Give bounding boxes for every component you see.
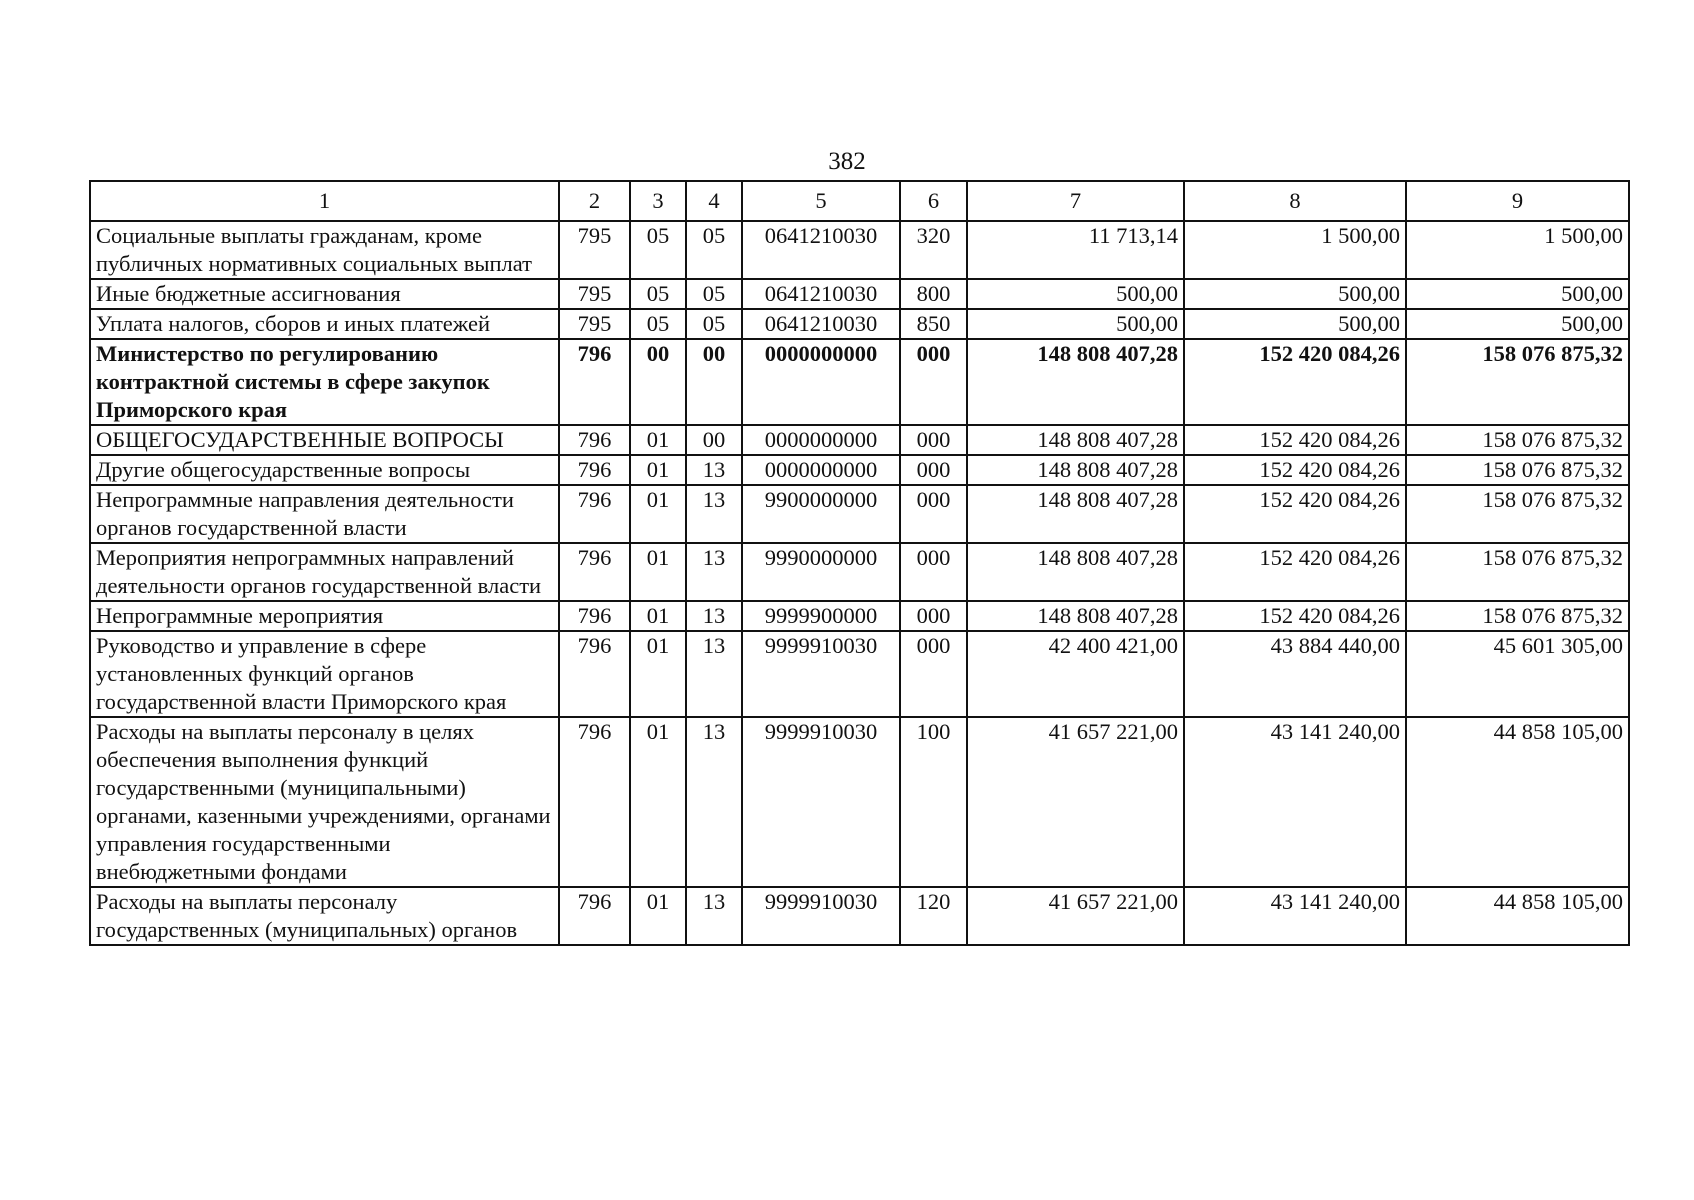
subsection-code-cell: 13 xyxy=(686,631,742,717)
amount-year1-cell: 148 808 407,28 xyxy=(967,485,1184,543)
subsection-code-cell: 13 xyxy=(686,543,742,601)
table-row xyxy=(90,887,1629,945)
subsection-code-cell: 00 xyxy=(686,339,742,425)
amount-year3-cell: 44 858 105,00 xyxy=(1406,717,1629,887)
section-code-cell: 05 xyxy=(630,279,686,309)
amount-year3-cell: 158 076 875,32 xyxy=(1406,601,1629,631)
amount-year1-cell: 11 713,14 xyxy=(967,221,1184,279)
table-row xyxy=(90,485,1629,543)
admin-code-cell: 796 xyxy=(559,717,630,887)
section-code-cell: 01 xyxy=(630,455,686,485)
table-row xyxy=(90,221,1629,279)
amount-year3-cell: 500,00 xyxy=(1406,309,1629,339)
target-item-cell: 9900000000 xyxy=(742,485,900,543)
amount-year3-cell: 158 076 875,32 xyxy=(1406,425,1629,455)
amount-year1-cell: 148 808 407,28 xyxy=(967,601,1184,631)
admin-code-cell: 795 xyxy=(559,279,630,309)
amount-year1-cell: 148 808 407,28 xyxy=(967,339,1184,425)
table-row xyxy=(90,339,1629,425)
section-code-cell: 05 xyxy=(630,221,686,279)
amount-year2-cell: 152 420 084,26 xyxy=(1184,425,1406,455)
admin-code-cell: 796 xyxy=(559,339,630,425)
column-header: 4 xyxy=(686,181,742,221)
target-item-cell: 9999910030 xyxy=(742,887,900,945)
row-name-cell: Иные бюджетные ассигнования xyxy=(90,279,559,309)
section-code-cell: 01 xyxy=(630,887,686,945)
column-header: 8 xyxy=(1184,181,1406,221)
target-item-cell: 9990000000 xyxy=(742,543,900,601)
target-item-cell: 0641210030 xyxy=(742,279,900,309)
amount-year2-cell: 43 141 240,00 xyxy=(1184,717,1406,887)
expense-type-cell: 000 xyxy=(900,455,967,485)
table-row xyxy=(90,717,1629,887)
row-name-cell: Расходы на выплаты персоналу государственных (муниципальных) органов xyxy=(90,887,559,945)
admin-code-cell: 796 xyxy=(559,601,630,631)
column-header: 6 xyxy=(900,181,967,221)
amount-year1-cell: 42 400 421,00 xyxy=(967,631,1184,717)
target-item-cell: 9999910030 xyxy=(742,631,900,717)
table-row xyxy=(90,425,1629,455)
row-name-cell: Непрограммные мероприятия xyxy=(90,601,559,631)
expense-type-cell: 000 xyxy=(900,485,967,543)
amount-year3-cell: 44 858 105,00 xyxy=(1406,887,1629,945)
subsection-code-cell: 13 xyxy=(686,455,742,485)
header-row xyxy=(90,181,1629,221)
subsection-code-cell: 13 xyxy=(686,485,742,543)
row-name-cell: Министерство по регулированию контрактной системы в сфере закупок Приморского края xyxy=(90,339,559,425)
subsection-code-cell: 13 xyxy=(686,717,742,887)
column-header: 9 xyxy=(1406,181,1629,221)
expense-type-cell: 100 xyxy=(900,717,967,887)
table-row xyxy=(90,631,1629,717)
admin-code-cell: 796 xyxy=(559,455,630,485)
target-item-cell: 9999910030 xyxy=(742,717,900,887)
subsection-code-cell: 05 xyxy=(686,279,742,309)
column-header: 2 xyxy=(559,181,630,221)
column-header: 3 xyxy=(630,181,686,221)
row-name-cell: Расходы на выплаты персоналу в целях обеспечения выполнения функций государственными (муниципальными) органами, казенными учреждениями, органами управления государственными внебюджетными фондами xyxy=(90,717,559,887)
expense-type-cell: 000 xyxy=(900,425,967,455)
section-code-cell: 01 xyxy=(630,425,686,455)
admin-code-cell: 796 xyxy=(559,425,630,455)
amount-year3-cell: 1 500,00 xyxy=(1406,221,1629,279)
amount-year3-cell: 500,00 xyxy=(1406,279,1629,309)
admin-code-cell: 795 xyxy=(559,221,630,279)
expense-type-cell: 000 xyxy=(900,631,967,717)
expense-type-cell: 120 xyxy=(900,887,967,945)
row-name-cell: Руководство и управление в сфере установленных функций органов государственной власти Приморского края xyxy=(90,631,559,717)
amount-year2-cell: 500,00 xyxy=(1184,309,1406,339)
subsection-code-cell: 13 xyxy=(686,601,742,631)
expense-type-cell: 800 xyxy=(900,279,967,309)
subsection-code-cell: 05 xyxy=(686,309,742,339)
amount-year1-cell: 500,00 xyxy=(967,309,1184,339)
section-code-cell: 01 xyxy=(630,601,686,631)
amount-year2-cell: 1 500,00 xyxy=(1184,221,1406,279)
amount-year2-cell: 43 884 440,00 xyxy=(1184,631,1406,717)
column-header: 5 xyxy=(742,181,900,221)
amount-year1-cell: 148 808 407,28 xyxy=(967,455,1184,485)
section-code-cell: 05 xyxy=(630,309,686,339)
budget-table xyxy=(89,180,1630,946)
amount-year2-cell: 500,00 xyxy=(1184,279,1406,309)
section-code-cell: 01 xyxy=(630,631,686,717)
row-name-cell: Уплата налогов, сборов и иных платежей xyxy=(90,309,559,339)
expense-type-cell: 000 xyxy=(900,601,967,631)
row-name-cell: ОБЩЕГОСУДАРСТВЕННЫЕ ВОПРОСЫ xyxy=(90,425,559,455)
row-name-cell: Мероприятия непрограммных направлений деятельности органов государственной власти xyxy=(90,543,559,601)
expense-type-cell: 000 xyxy=(900,543,967,601)
amount-year3-cell: 158 076 875,32 xyxy=(1406,485,1629,543)
admin-code-cell: 795 xyxy=(559,309,630,339)
table-row xyxy=(90,543,1629,601)
amount-year2-cell: 152 420 084,26 xyxy=(1184,543,1406,601)
admin-code-cell: 796 xyxy=(559,887,630,945)
amount-year3-cell: 158 076 875,32 xyxy=(1406,543,1629,601)
amount-year3-cell: 45 601 305,00 xyxy=(1406,631,1629,717)
section-code-cell: 01 xyxy=(630,717,686,887)
column-header: 7 xyxy=(967,181,1184,221)
target-item-cell: 0000000000 xyxy=(742,425,900,455)
expense-type-cell: 000 xyxy=(900,339,967,425)
amount-year1-cell: 41 657 221,00 xyxy=(967,887,1184,945)
target-item-cell: 0641210030 xyxy=(742,221,900,279)
amount-year3-cell: 158 076 875,32 xyxy=(1406,455,1629,485)
section-code-cell: 00 xyxy=(630,339,686,425)
admin-code-cell: 796 xyxy=(559,543,630,601)
table-row xyxy=(90,455,1629,485)
amount-year2-cell: 152 420 084,26 xyxy=(1184,485,1406,543)
amount-year1-cell: 148 808 407,28 xyxy=(967,425,1184,455)
table-row xyxy=(90,279,1629,309)
table-body xyxy=(90,221,1629,945)
subsection-code-cell: 05 xyxy=(686,221,742,279)
target-item-cell: 0000000000 xyxy=(742,455,900,485)
target-item-cell: 9999900000 xyxy=(742,601,900,631)
row-name-cell: Социальные выплаты гражданам, кроме публичных нормативных социальных выплат xyxy=(90,221,559,279)
amount-year2-cell: 152 420 084,26 xyxy=(1184,455,1406,485)
amount-year1-cell: 500,00 xyxy=(967,279,1184,309)
admin-code-cell: 796 xyxy=(559,631,630,717)
target-item-cell: 0000000000 xyxy=(742,339,900,425)
amount-year2-cell: 152 420 084,26 xyxy=(1184,601,1406,631)
page-number: 382 xyxy=(828,148,866,175)
table-row xyxy=(90,601,1629,631)
row-name-cell: Другие общегосударственные вопросы xyxy=(90,455,559,485)
admin-code-cell: 796 xyxy=(559,485,630,543)
amount-year2-cell: 43 141 240,00 xyxy=(1184,887,1406,945)
target-item-cell: 0641210030 xyxy=(742,309,900,339)
row-name-cell: Непрограммные направления деятельности органов государственной власти xyxy=(90,485,559,543)
amount-year3-cell: 158 076 875,32 xyxy=(1406,339,1629,425)
column-header: 1 xyxy=(90,181,559,221)
expense-type-cell: 850 xyxy=(900,309,967,339)
amount-year1-cell: 41 657 221,00 xyxy=(967,717,1184,887)
table-row xyxy=(90,309,1629,339)
amount-year2-cell: 152 420 084,26 xyxy=(1184,339,1406,425)
expense-type-cell: 320 xyxy=(900,221,967,279)
subsection-code-cell: 13 xyxy=(686,887,742,945)
section-code-cell: 01 xyxy=(630,543,686,601)
amount-year1-cell: 148 808 407,28 xyxy=(967,543,1184,601)
subsection-code-cell: 00 xyxy=(686,425,742,455)
section-code-cell: 01 xyxy=(630,485,686,543)
